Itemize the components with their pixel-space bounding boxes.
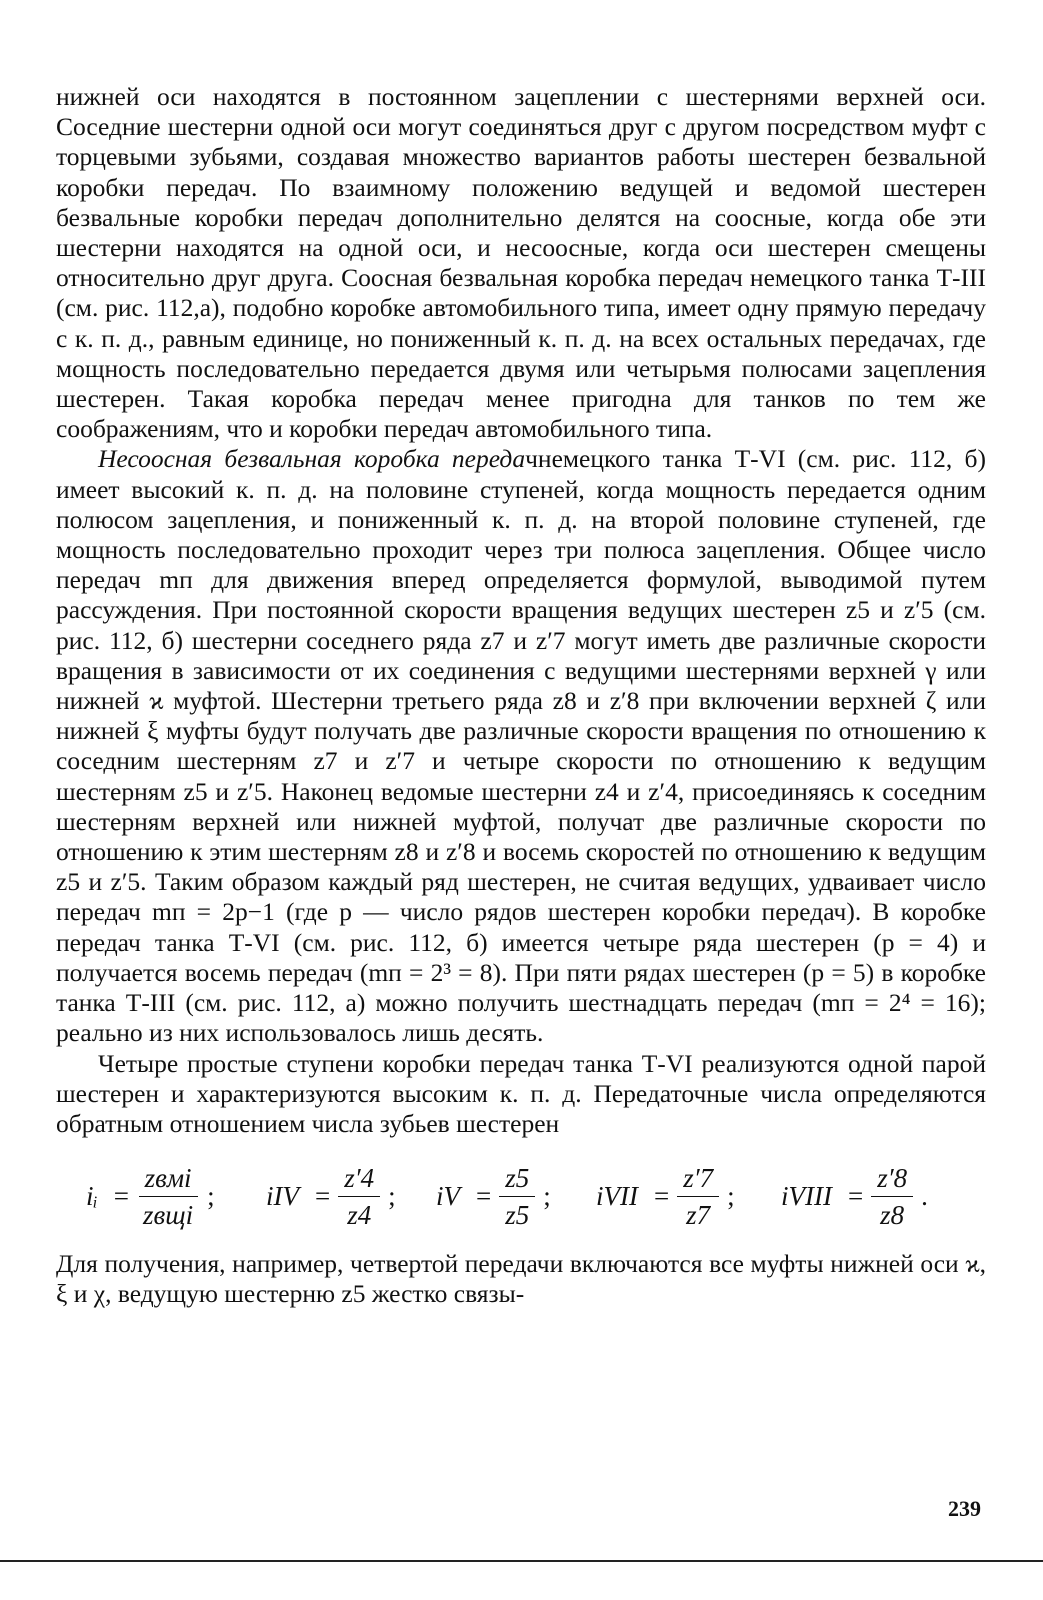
formula-separator: . xyxy=(921,1181,928,1211)
formula-denominator: z7 xyxy=(686,1199,711,1230)
formula-denominator: z4 xyxy=(347,1199,372,1230)
formula-lhs: iVII xyxy=(596,1181,638,1211)
equals-sign: = xyxy=(847,1181,864,1211)
formula-item xyxy=(596,1153,735,1239)
formula-fraction xyxy=(677,1162,719,1231)
paragraph-2-body: чнемецкого танка Т-VI (см. рис. 112, б) имеет высокий к. п. д. на половине ступеней, когда мощность передается одним полюсом зацепления, и пониженный к. п. д. на второй половине ступеней, где мощность последовательно проходит через три полюса зацепления. Общее число передач mп для движения вперед определяется формулой, выводимой путем рассуждения. При постоянной скорости вращения ведущих шестерен z5 и z′5 (см. рис. 112, б) шестерни соседнего ряда z7 и z′7 могут иметь две различные скорости вращения в зависимости от их соединения с ведущими шестернями верхней γ или нижней ϰ муфтой. Шестерни третьего ряда z8 и z′8 при включении верхней ζ или нижней ξ муфты будут получать две различные скорости вращения по отношению к соседним шестерням z7 и z′7 и четыре скорости по отношению к ведущим шестерням z5 и z′5. Наконец ведомые шестерни z4 и z′4, присоединяясь к соседним шестерням верхней или нижней муфтой, получат две различные скорости по отношению к этим шестерням z8 и z′8 и восемь скоростей по отношению к ведущим z5 и z′5. Таким образом каждый ряд шестерен, не считая ведущих, удваивает число передач mп = 2p−1 (где p — число рядов шестерен коробки передач). В коробке передач танка Т-VI (см. рис. 112, б) имеется четыре ряда шестерен (p = 4) и получается восемь передач (mп = 2³ = 8). При пяти рядах шестерен (p = 5) в коробке танка Т-III (см. рис. 112, а) можно получить шестнадцать передач (mп = 2⁴ = 16); реально из них использовалось лишь десять. xyxy=(56,444,986,1048)
formula-item xyxy=(266,1153,396,1239)
formula-fraction xyxy=(137,1162,199,1231)
formula-denominator: zвщi xyxy=(143,1199,194,1230)
formula-fraction xyxy=(338,1162,380,1231)
formula-numerator: z5 xyxy=(499,1162,535,1197)
formula-item xyxy=(436,1153,551,1239)
formula-fraction xyxy=(871,1162,913,1231)
formula-denominator: z5 xyxy=(505,1199,530,1230)
formula-separator: ; xyxy=(388,1181,396,1211)
formula-denominator: z8 xyxy=(880,1199,905,1230)
paragraph-2-italic-term: Несоосная безвальная коробка переда xyxy=(98,444,526,474)
formula-lhs: iIV xyxy=(266,1181,299,1211)
equals-sign: = xyxy=(476,1181,492,1211)
paragraph-1: нижней оси находятся в постоянном зацеплении с шестернями верхней оси. Соседние шестерни одной оси могут соединяться друг с другом посредством муфт с торцевыми зубьями, создавая множество вариантов работы шестерен безвальной коробки передач. По взаимному положению ведущей и ведомой шестерен безвальные коробки передач дополнительно делятся на соосные, когда обе эти шестерни находятся на одной оси, и несоосные, когда оси шестерен смещены относительно друг друга. Соосная безвальная коробка передач немецкого танка Т-III (см. рис. 112,а), подобно коробке автомобильного типа, имеет одну прямую передачу с к. п. д., равным единице, но пониженный к. п. д. на всех остальных передачах, где мощность последовательно передается двумя или четырьмя полюсами зацепления шестерен. Такая коробка передач менее пригодна для танков по тем же соображениям, что и коробки передач автомобильного типа. xyxy=(56,82,986,444)
formula-item xyxy=(86,1153,215,1239)
page-text xyxy=(56,82,986,1310)
page-number: 239 xyxy=(948,1496,981,1521)
formula-lhs: iVIII xyxy=(781,1181,832,1211)
gear-ratio-formula xyxy=(56,1153,986,1239)
formula-item xyxy=(781,1153,928,1239)
formula-numerator: z′7 xyxy=(677,1162,719,1197)
formula-separator: ; xyxy=(207,1181,215,1211)
formula-separator: ; xyxy=(727,1181,735,1211)
formula-numerator: z′8 xyxy=(871,1162,913,1197)
paragraph-4: Для получения, например, четвертой передачи включаются все муфты нижней оси ϰ, ξ и χ, ведущую шестерню z5 жестко связы- xyxy=(56,1249,986,1309)
equals-sign: = xyxy=(653,1181,670,1211)
equals-sign: = xyxy=(315,1181,331,1211)
formula-numerator: z′4 xyxy=(338,1162,380,1197)
formula-lhs: iV xyxy=(436,1181,460,1211)
formula-numerator: zвмi xyxy=(139,1162,198,1197)
paragraph-2 xyxy=(56,444,986,1048)
page-bottom-edge xyxy=(0,1560,1043,1600)
formula-separator: ; xyxy=(543,1181,551,1211)
formula-fraction xyxy=(499,1162,535,1231)
paragraph-3: Четыре простые ступени коробки передач танка Т-VI реализуются одной парой шестерен и характеризуются высоким к. п. д. Передаточные числа определяются обратным отношением числа зубьев шестерен xyxy=(56,1048,986,1138)
formula-lhs: iᵢ xyxy=(86,1181,98,1211)
equals-sign: = xyxy=(113,1181,130,1211)
